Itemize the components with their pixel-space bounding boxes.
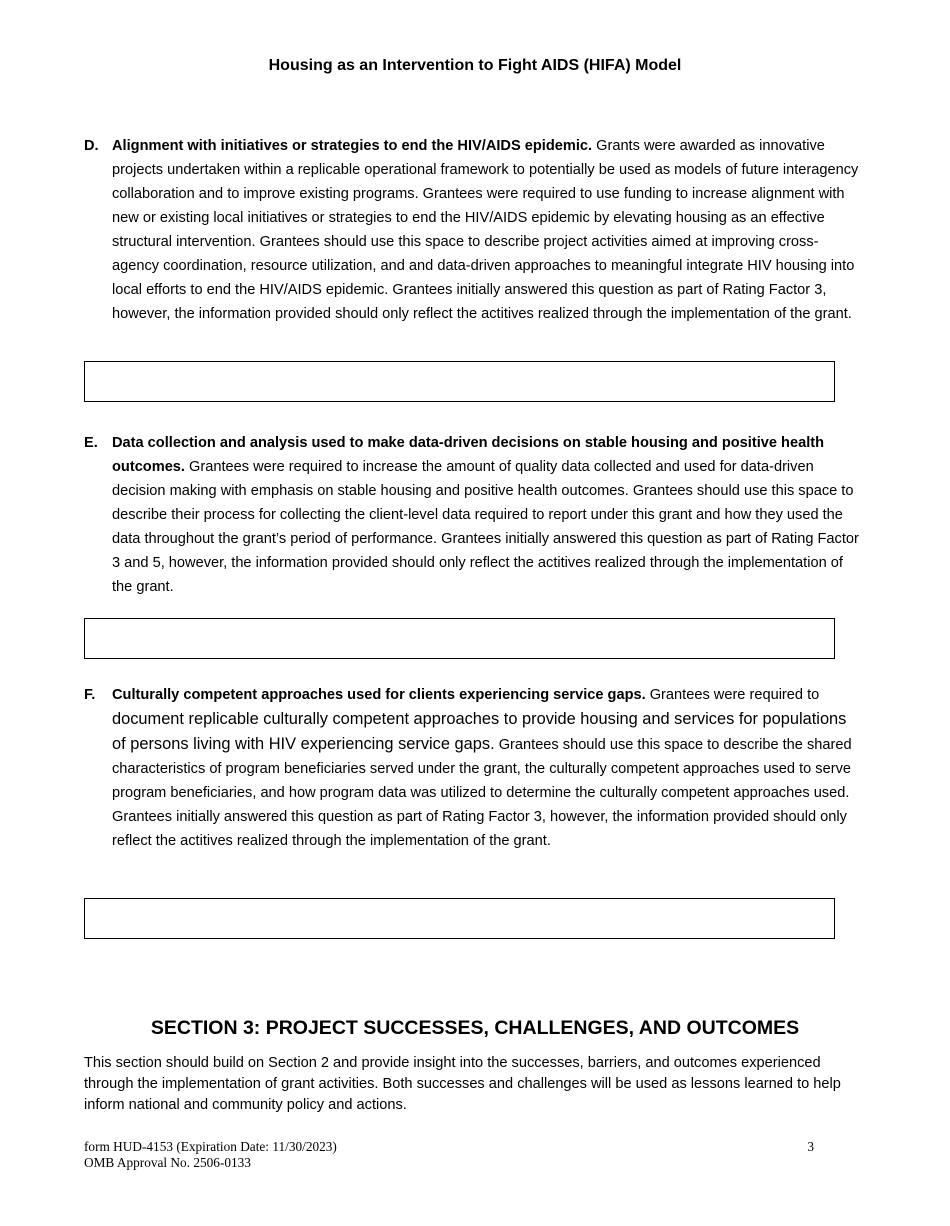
- question-d: [84, 134, 864, 326]
- question-heading: Culturally competent approaches used for clients experiencing service gaps.: [112, 687, 646, 703]
- question-body: [112, 683, 864, 853]
- question-text: Grants were awarded as innovative projects undertaken within a replicable operational framework to potentially be used as models of future interagency collaboration and to improve existing programs. Grantees were required to use funding to increase alignment with new or existing local initiatives or strategies to end the HIV/AIDS epidemic by elevating housing as an effective structural intervention. Grantees should use this space to describe project activities aimed at improving cross-agency coordination, resource utilization, and and data-driven approaches to meaningful integrate HIV housing into local efforts to end the HIV/AIDS epidemic. Grantees initially answered this question as part of Rating Factor 3, however, the information provided should only reflect the actitives realized through the implementation of the grant.: [112, 138, 859, 322]
- question-e: [84, 431, 864, 599]
- section-intro: This section should build on Section 2 and provide insight into the successes, barriers, and outcomes experienced through the implementation of grant activities. Both successes and challenges will be used as lessons learned to help inform national and community policy and actions.: [84, 1055, 841, 1113]
- page-number: 3: [807, 1139, 814, 1154]
- question-body: [112, 431, 864, 599]
- question-f: [84, 683, 864, 853]
- question-heading: Data collection and analysis used to make data-driven decisions on stable housing and positive health outcomes.: [112, 435, 825, 475]
- question-text-emphasis: document replicable culturally competent approaches to provide housing and services for populations of persons living with HIV experiencing service gaps.: [112, 710, 847, 753]
- question-body: [112, 134, 864, 326]
- answer-box-f[interactable]: [84, 898, 835, 939]
- question-letter: F.: [84, 687, 96, 703]
- question-text: Grantees were required to increase the amount of quality data collected and used for data-driven decision making with emphasis on stable housing and positive health outcomes. Grantees should use this space to describe their process for collecting the client-level data required to report under this grant and how they used the data throughout the grant’s period of performance. Grantees initially answered this question as part of Rating Factor 3 and 5, however, the information provided should only reflect the actitives realized through the implementation of the grant.: [112, 459, 859, 595]
- footer-omb-approval: OMB Approval No. 2506-0133: [84, 1155, 251, 1170]
- question-text: Grantees should use this space to describe the shared characteristics of program beneficiaries served under the grant, the culturally competent approaches used to serve program beneficiaries, and how program data was utilized to determine the culturally competent approaches used. Grantees initially answered this question as part of Rating Factor 3, however, the information provided should only reflect the actitives realized through the implementation of the grant.: [112, 737, 852, 849]
- question-letter: D.: [84, 138, 99, 154]
- question-heading: Alignment with initiatives or strategies to end the HIV/AIDS epidemic.: [112, 138, 593, 154]
- footer-form-number: form HUD-4153 (Expiration Date: 11/30/2023): [84, 1139, 337, 1154]
- section-heading: SECTION 3: PROJECT SUCCESSES, CHALLENGES, AND OUTCOMES: [150, 1017, 800, 1039]
- answer-box-d[interactable]: [84, 361, 835, 402]
- question-text: Grantees were required to: [645, 687, 820, 703]
- page-title: Housing as an Intervention to Fight AIDS (HIFA) Model: [268, 57, 682, 74]
- answer-box-e[interactable]: [84, 618, 835, 659]
- page-footer: [84, 1139, 814, 1171]
- question-letter: E.: [84, 435, 98, 451]
